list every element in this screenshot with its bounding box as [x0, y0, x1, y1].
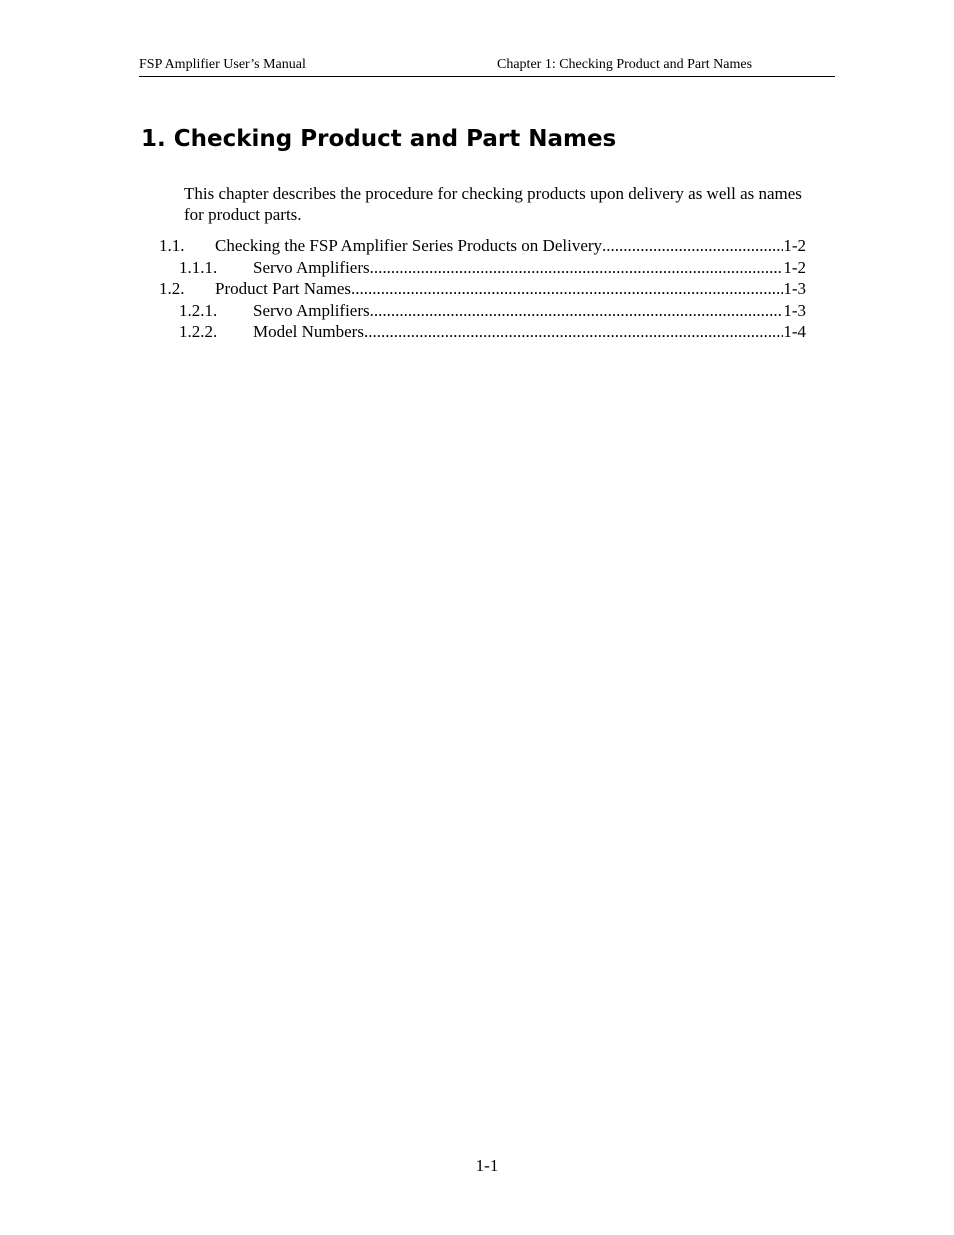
toc-entry-line — [215, 235, 806, 257]
toc-entry-1-2[interactable] — [159, 278, 806, 300]
toc-entry-number: 1.2.2. — [179, 322, 218, 341]
toc-dot-leader — [351, 278, 783, 300]
toc-entry-title: Checking the FSP Amplifier Series Products on Delivery — [215, 236, 603, 255]
toc-entry-1-1-1[interactable] — [159, 257, 806, 279]
toc-entry-line — [253, 257, 806, 279]
toc-entry-title: Servo Amplifiers — [253, 257, 370, 277]
toc-entry-1-2-1[interactable] — [159, 300, 806, 322]
toc-entry-number: 1.2. — [159, 279, 185, 298]
toc-entry-page: 1-4 — [783, 322, 806, 341]
toc-entry-line — [253, 300, 806, 322]
toc-dot-leader — [370, 300, 784, 322]
toc-entry-line — [253, 321, 806, 343]
toc-entry-title: Product Part Names — [215, 279, 351, 298]
toc-entry-number: 1.2.1. — [179, 300, 218, 320]
toc-entry-page: 1-3 — [783, 279, 806, 298]
toc-entry-title: Servo Amplifiers — [253, 300, 370, 320]
page-number: 1-1 — [475, 1156, 499, 1175]
toc-dot-leader — [370, 257, 784, 279]
toc-entry-number: 1.1.1. — [179, 257, 218, 277]
toc-entry-number: 1.1. — [159, 236, 185, 255]
chapter-intro: This chapter describes the procedure for checking products upon delivery as well as names for product parts. — [184, 184, 802, 224]
toc-entry-1-2-2[interactable] — [159, 321, 806, 343]
toc-entry-1-1[interactable] — [159, 235, 806, 257]
chapter-title: 1. Checking Product and Part Names — [141, 126, 617, 152]
page-header — [139, 55, 835, 77]
table-of-contents — [159, 235, 806, 343]
header-chapter-title: Chapter 1: Checking Product and Part Names — [497, 57, 753, 72]
toc-dot-leader — [364, 321, 783, 343]
toc-entry-page: 1-2 — [783, 257, 806, 277]
toc-dot-leader — [602, 235, 783, 257]
toc-entry-line — [215, 278, 806, 300]
toc-entry-page: 1-2 — [783, 236, 806, 255]
toc-entry-page: 1-3 — [783, 300, 806, 320]
header-manual-title: FSP Amplifier User’s Manual — [139, 57, 306, 72]
toc-entry-title: Model Numbers — [253, 322, 364, 341]
